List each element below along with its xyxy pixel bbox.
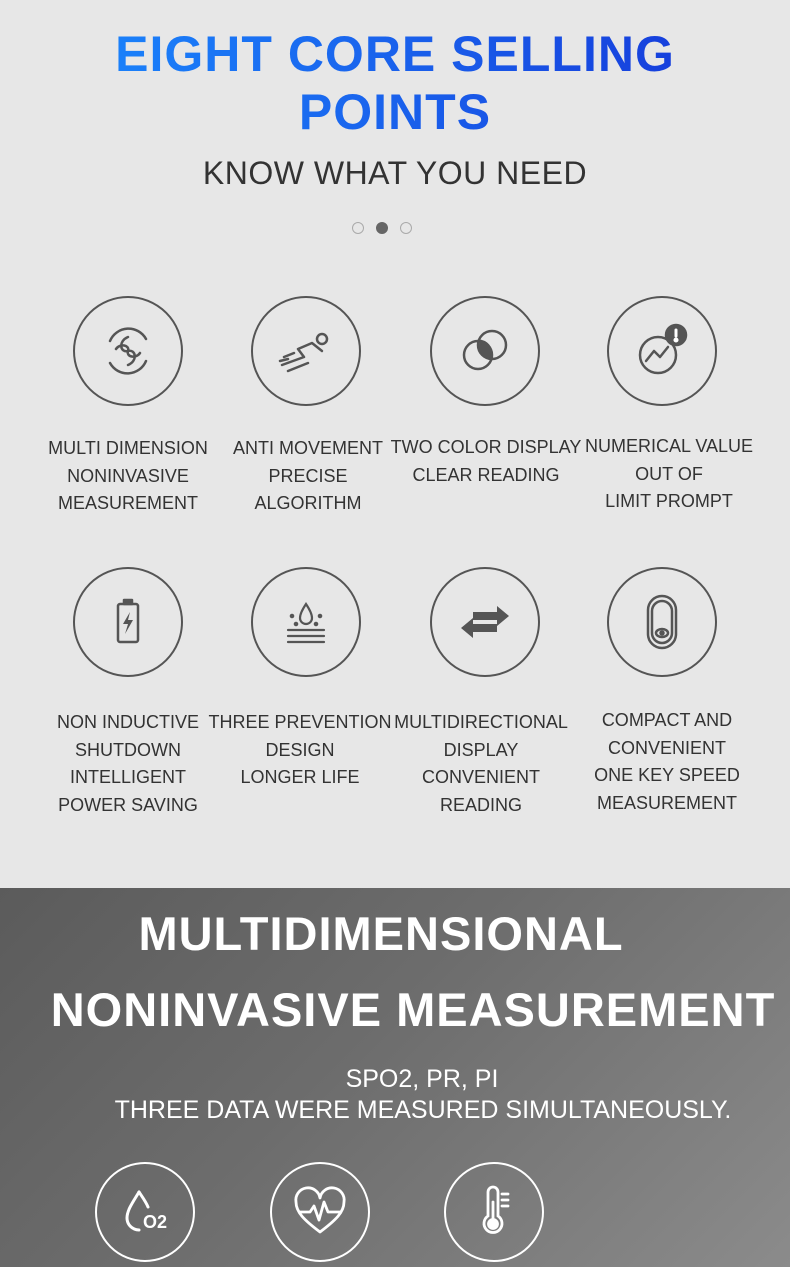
pager-dot-1[interactable] <box>352 222 364 234</box>
feature-label-multidirectional: MULTIDIRECTIONAL DISPLAY CONVENIENT READING <box>394 712 568 815</box>
feature-label-anti-movement: ANTI MOVEMENT PRECISE ALGORITHM <box>232 438 383 513</box>
thermometer-icon <box>444 1162 544 1262</box>
feature-label-multi-dimension: MULTI DIMENSION NONINVASIVE MEASUREMENT <box>48 438 208 513</box>
multi-dimension-icon <box>73 296 183 406</box>
section2-desc-line2: THREE DATA WERE MEASURED SIMULTANEOUSLY. <box>114 1096 732 1124</box>
device-icon <box>607 567 717 677</box>
pager-dots <box>352 222 412 234</box>
battery-icon <box>73 567 183 677</box>
o2-label: O2 <box>143 1212 168 1232</box>
feature-label-two-color: TWO COLOR DISPLAY CLEAR READING <box>390 437 582 485</box>
pager-dot-3[interactable] <box>400 222 412 234</box>
heart-pulse-icon <box>270 1162 370 1262</box>
alert-chart-icon <box>607 296 717 406</box>
feature-label-three-prevention: THREE PREVENTION DESIGN LONGER LIFE <box>208 712 392 787</box>
feature-label-numerical-value: NUMERICAL VALUE OUT OF LIMIT PROMPT <box>584 436 754 511</box>
o2-drop-icon <box>95 1162 195 1262</box>
feature-label-power-saving: NON INDUCTIVE SHUTDOWN INTELLIGENT POWER SAVING <box>56 712 199 815</box>
feature-label-compact: COMPACT AND CONVENIENT ONE KEY SPEED MEASUREMENT <box>594 710 740 813</box>
water-drop-prevention-icon <box>251 567 361 677</box>
pager-dot-2[interactable] <box>376 222 388 234</box>
page-title-line2: POINTS <box>0 84 790 140</box>
section2-title-line2: NONINVASIVE MEASUREMENT <box>50 983 776 1036</box>
page-subtitle: KNOW WHAT YOU NEED <box>202 155 588 191</box>
section2-title-line1: MULTIDIMENSIONAL <box>138 907 624 960</box>
arrows-exchange-icon <box>430 567 540 677</box>
running-person-icon <box>251 296 361 406</box>
section2-desc-line1: SPO2, PR, PI <box>345 1065 499 1093</box>
page-title-line1: EIGHT CORE SELLING <box>0 26 790 82</box>
two-color-circles-icon <box>430 296 540 406</box>
